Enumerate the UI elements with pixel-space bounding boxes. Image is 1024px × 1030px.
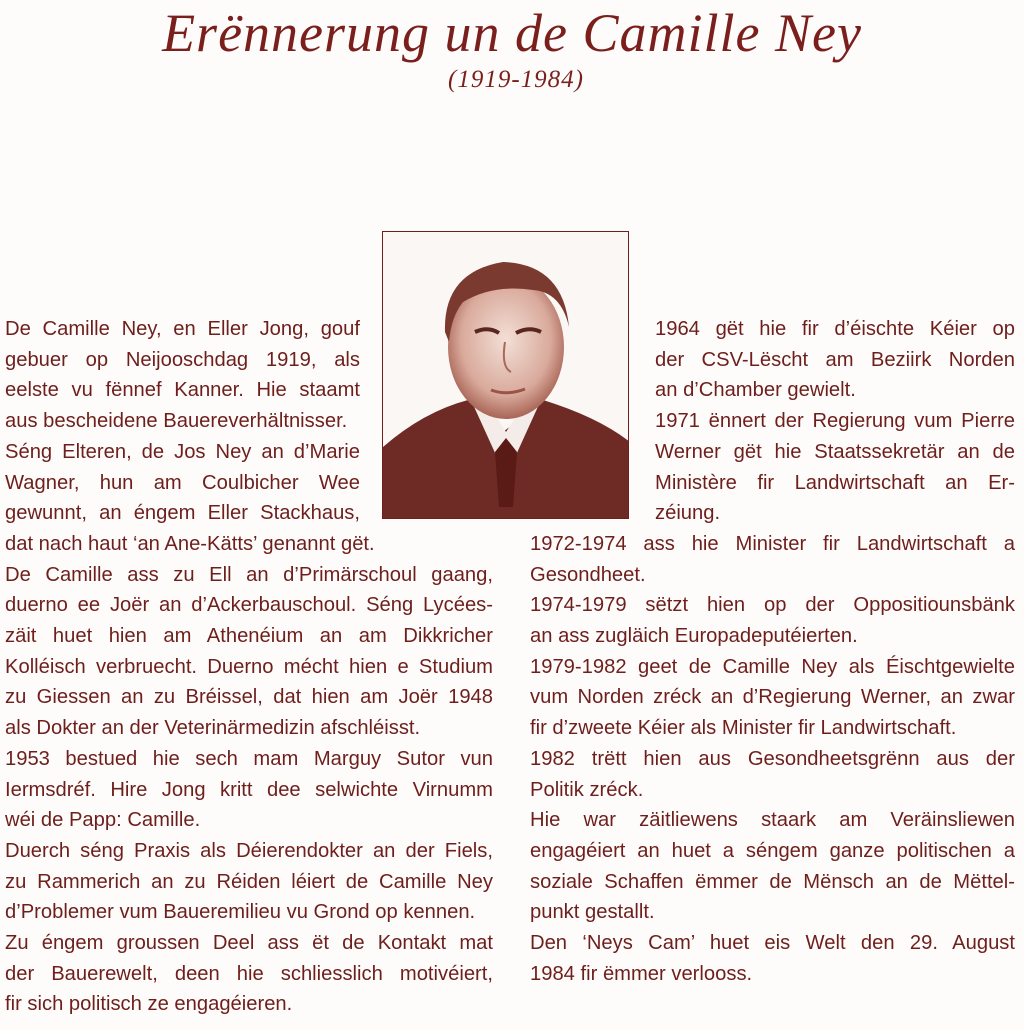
left-text-line: Wagner, hun am Coulbicher Wee <box>5 471 360 494</box>
right-text-line: der CSV-Lëscht am Beziirk Norden <box>655 348 1015 371</box>
left-text-line: gebuer op Neijooschdag 1919, als <box>5 348 360 371</box>
right-text-line: an d’Chamber gewielt. <box>655 379 856 402</box>
right-text-line: 1982 trëtt hien aus Gesondheetsgrënn aus der <box>530 747 1015 770</box>
right-text-line: punkt gestallt. <box>530 901 655 924</box>
left-text-line: zu Giessen an zu Bréissel, dat hien am Joër 1948 <box>5 686 493 709</box>
left-text-line: dat nach haut ‘an Ane-Kätts’ genannt gët. <box>5 532 375 555</box>
right-text-line: zéiung. <box>655 502 721 525</box>
right-text-line: 1971 ënnert der Regierung vum Pierre <box>655 410 1015 433</box>
left-text-line: der Bauerewelt, deen hie schliesslich motivéiert, <box>5 962 493 985</box>
right-text-line: soziale Schaffen ëmmer de Mënsch an de Mëttel- <box>530 870 1015 893</box>
right-text-line: 1974-1979 sëtzt hien op der Oppositiounsbänk <box>530 594 1015 617</box>
left-text-line: Zu éngem groussen Deel ass ët de Kontakt mat <box>5 932 493 954</box>
left-text-line: Duerch séng Praxis als Déierendokter an der Fiels, <box>5 839 493 862</box>
left-text-line: duerno ee Joër an d’Ackerbauschoul. Séng Lycées- <box>5 594 493 617</box>
left-text-line: zäit huet hien am Athenéium an am Dikkricher <box>5 625 493 647</box>
right-text-line: an ass zugläich Europadeputéierten. <box>530 625 858 647</box>
right-text-line: Den ‘Neys Cam’ huet eis Welt den 29. August <box>530 932 1015 954</box>
right-text-line: Ministère fir Landwirtschaft an Er- <box>655 471 1015 494</box>
left-text-line: d’Problemer vum Baueremilieu vu Grond op kennen. <box>5 901 476 924</box>
left-text-line: aus bescheidene Bauereverhältnisser. <box>5 410 348 433</box>
right-text-line: engagéiert an huet a séngem ganze politischen a <box>530 839 1015 862</box>
left-text-line: Iermsdréf. Hire Jong kritt dee selwichte Virnumm <box>5 778 493 801</box>
right-text-line: Gesondheet. <box>530 563 646 586</box>
right-text-line: 1984 fir ëmmer verlooss. <box>530 962 753 985</box>
left-text-line: De Camille Ney, en Eller Jong, gouf <box>5 318 360 340</box>
left-text-line: gewunnt, an éngem Eller Stackhaus, <box>5 502 360 525</box>
right-text-line: fir d’zweete Kéier als Minister fir Landwirtschaft. <box>530 717 957 740</box>
left-text-line: zu Rammerich an zu Réiden léiert de Camille Ney <box>5 870 493 893</box>
left-text-line: eelste vu fënnef Kanner. Hie staamt <box>5 379 360 402</box>
left-text-line: Kolléisch verbruecht. Duerno mécht hien e Studium <box>5 655 493 678</box>
right-text-line: 1979-1982 geet de Camille Ney als Éischtgewielte <box>530 655 1015 678</box>
left-text-line: als Dokter an der Veterinärmedizin afschléisst. <box>5 717 421 740</box>
right-text-line: Politik zréck. <box>530 778 644 801</box>
page-title: Erënnerung un de Camille Ney <box>162 3 862 63</box>
right-text-line: Werner gët hie Staatssekretär an de <box>655 440 1015 463</box>
right-text-line: Hie war zäitliewens staark am Veräinsliewen <box>530 809 1015 832</box>
left-text-line: wéi de Papp: Camille. <box>5 809 201 832</box>
left-text-line: Séng Elteren, de Jos Ney an d’Marie <box>5 440 360 463</box>
page-subtitle-dates: (1919-1984) <box>448 66 584 93</box>
left-text-line: De Camille ass zu Ell an d’Primärschoul gaang, <box>5 563 493 586</box>
right-text-line: 1964 gët hie fir d’éischte Kéier op <box>655 318 1015 340</box>
left-text-line: 1953 bestued hie sech mam Marguy Sutor vun <box>5 747 493 770</box>
left-text-line: fir sich politisch ze engagéieren. <box>5 993 293 1016</box>
portrait-image <box>383 232 629 519</box>
portrait-photo <box>382 231 629 519</box>
right-text-line: vum Norden zréck an d’Regierung Werner, an zwar <box>530 686 1015 709</box>
right-text-line: 1972-1974 ass hie Minister fir Landwirtschaft a <box>530 532 1015 555</box>
